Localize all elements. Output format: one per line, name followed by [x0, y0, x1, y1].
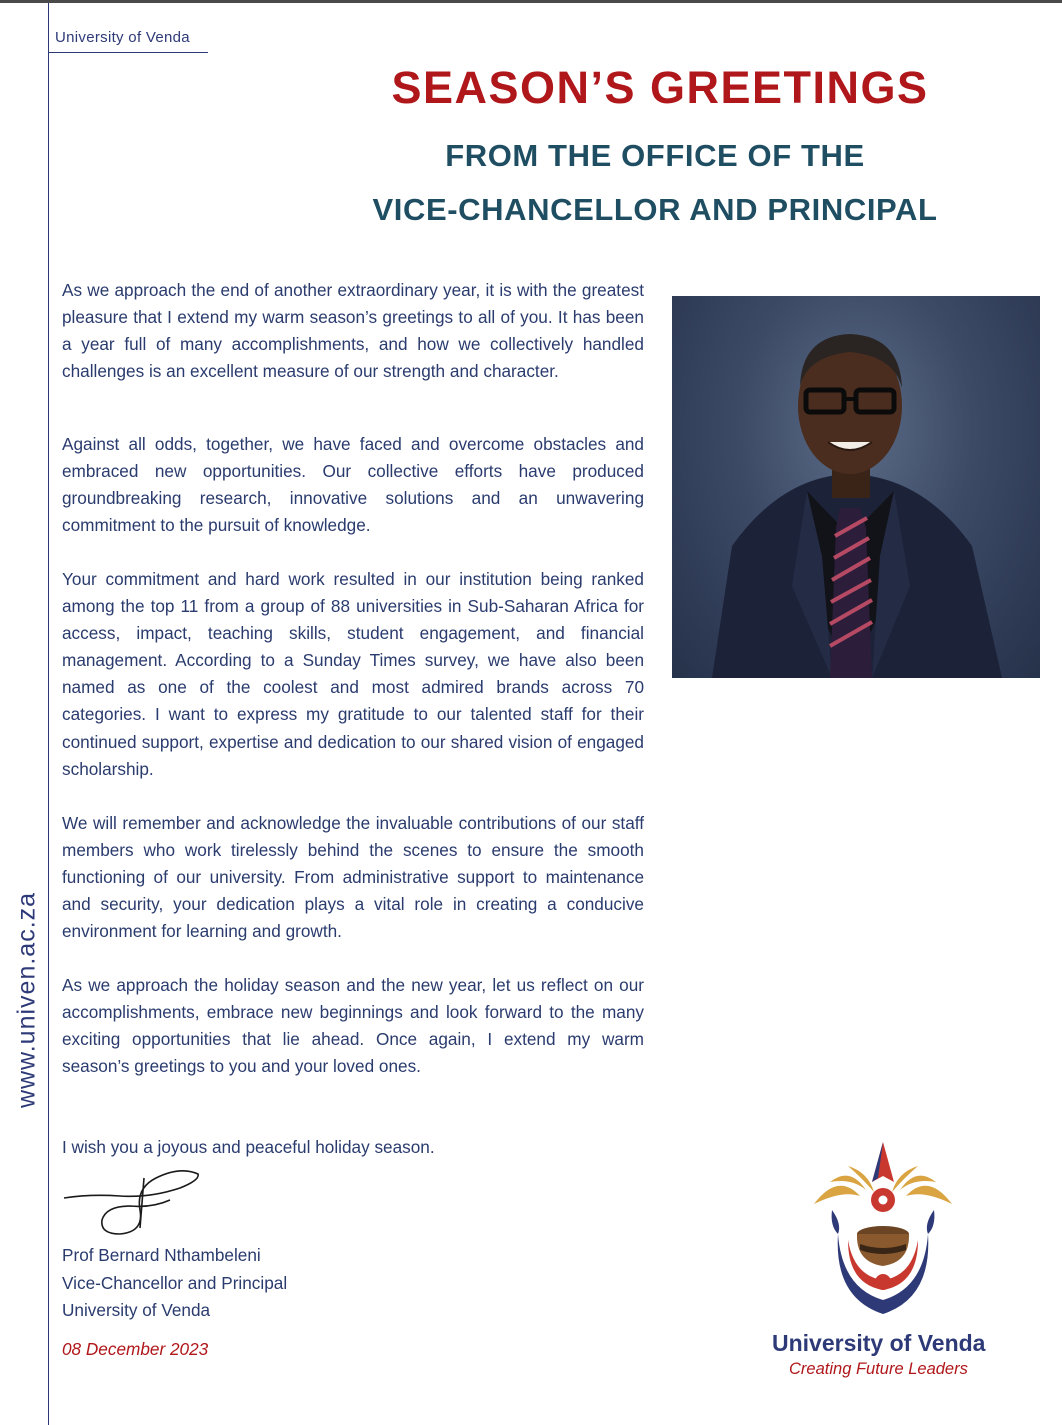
top-border	[0, 0, 1062, 3]
page-title: SEASON’S GREETINGS	[391, 62, 929, 113]
signature-block	[62, 1242, 287, 1325]
logo-tagline: Creating Future Leaders	[789, 1360, 968, 1378]
signatory-position: Vice-Chancellor and Principal	[62, 1272, 288, 1293]
university-crest-icon	[808, 1138, 958, 1328]
vice-chancellor-portrait	[672, 296, 1040, 678]
signature	[60, 1170, 210, 1240]
letter-paragraph: Against all odds, together, we have faced and overcome obstacles and embraced new opportunities. Our collective efforts have produced groundbreaking research, innovative solutions and an unwavering commitment to the pursuit of knowledge.	[62, 434, 644, 536]
signatory-name: Prof Bernard Nthambeleni	[62, 1245, 261, 1265]
letter-paragraph: As we approach the holiday season and the new year, let us reflect on our accomplishments, embrace new beginnings and look forward to the many exciting opportunities that lie ahead. Once again, I extend my warm season’s greetings to you and your loved ones.	[62, 975, 644, 1077]
header-rule	[48, 52, 208, 53]
margin-rule	[48, 3, 49, 1425]
website-url[interactable]: www.univen.ac.za	[12, 891, 41, 1109]
logo-wordmark: University of Venda	[772, 1330, 986, 1356]
signatory-institution: University of Venda	[62, 1300, 211, 1321]
letter-closing: I wish you a joyous and peaceful holiday season.	[62, 1137, 435, 1157]
subtitle-line-2: VICE-CHANCELLOR AND PRINCIPAL	[372, 192, 938, 227]
subtitle-line-1: FROM THE OFFICE OF THE	[445, 138, 865, 173]
letter-date: 08 December 2023	[62, 1339, 209, 1359]
letter-paragraph: Your commitment and hard work resulted in our institution being ranked among the top 11 from a group of 88 universities in Sub-Saharan Africa for access, impact, teaching skills, student engagement, and financial management. According to a Sunday Times survey, we have also been named as one of the coolest and most admired brands across 70 categories. I want to express my gratitude to our talented staff for their continued support, expertise and dedication to our shared vision of engaged scholarship.	[62, 569, 644, 779]
letter-paragraph: We will remember and acknowledge the invaluable contributions of our staff members who work tirelessly behind the scenes to ensure the smooth functioning of our university. From administrative support to maintenance and security, your dedication plays a vital role in creating a conducive environment for learning and growth.	[62, 813, 644, 942]
letter-paragraph: As we approach the end of another extraordinary year, it is with the greatest pleasure that I extend my warm season’s greetings to all of you. It has been a year full of many accomplishments, and how we collectively handled challenges is an excellent measure of our strength and character.	[62, 280, 644, 382]
portrait-illustration	[672, 296, 1040, 678]
header-university: University of Venda	[55, 29, 190, 46]
